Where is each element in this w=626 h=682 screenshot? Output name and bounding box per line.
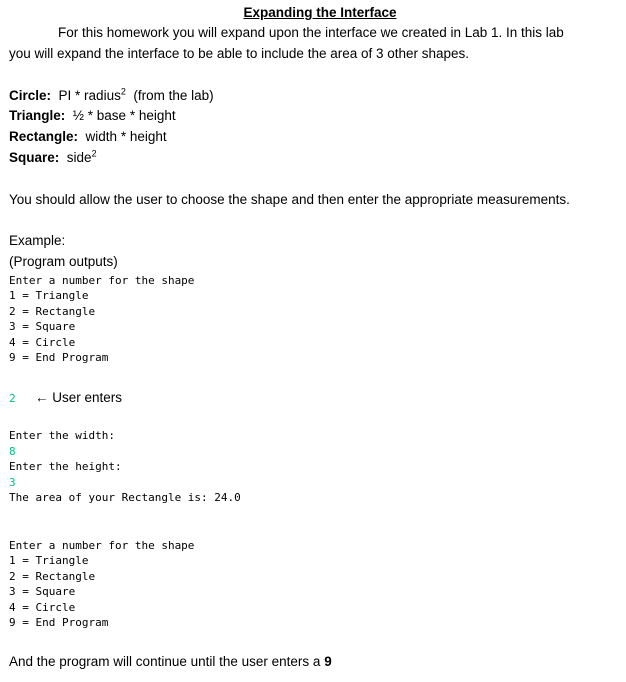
menu-line: Enter a number for the shape: [9, 539, 195, 552]
menu-line: 3 = Square: [9, 585, 76, 598]
program-outputs-label: (Program outputs): [9, 254, 118, 269]
prompt-height: Enter the height:: [9, 460, 122, 473]
prompt-width: Enter the width:: [9, 429, 115, 442]
menu-line: 2 = Rectangle: [9, 570, 96, 583]
menu-line: Enter a number for the shape: [9, 274, 195, 287]
formula-exponent: 2: [91, 148, 97, 159]
menu-line: 3 = Square: [9, 320, 76, 333]
formula-expression: side: [66, 150, 92, 165]
formula-note: (from the lab): [133, 88, 214, 103]
formula-name: Triangle: [9, 108, 61, 123]
formula-exponent: 2: [120, 86, 126, 97]
user-enters-annotation: [35, 390, 122, 406]
formula-circle: Circle: PI * radius$^2$ (from the lab): [9, 86, 214, 103]
formula-name: Rectangle: [9, 129, 74, 144]
formula-triangle: Triangle: ½ * base * height: [9, 108, 176, 123]
user-choice-value: 2: [9, 392, 16, 405]
closing-sentence: And the program will continue until the user enters a: [9, 654, 321, 669]
formula-name: Square: [9, 150, 55, 165]
menu-line: 4 = Circle: [9, 336, 76, 349]
menu-line: 1 = Triangle: [9, 554, 89, 567]
closing-value: 9: [324, 654, 332, 669]
intro-text-line2: you will expand the interface to be able to include the area of 3 other shapes.: [9, 46, 470, 61]
arrow-left-icon: ←: [35, 390, 49, 405]
menu-line: 4 = Circle: [9, 601, 76, 614]
formula-square: Square: side$^2$: [9, 148, 97, 165]
menu-line: 2 = Rectangle: [9, 305, 96, 318]
formula-expression: ½ * base * height: [72, 108, 176, 123]
menu-line: 9 = End Program: [9, 616, 109, 629]
example-label: Example:: [9, 233, 66, 248]
formula-rectangle: Rectangle: width * height: [9, 129, 167, 144]
intro-text-line1: For this homework you will expand upon the interface we created in Lab 1. In this lab: [58, 25, 564, 40]
closing-text: [9, 654, 332, 670]
user-enters-label: User enters: [52, 390, 123, 405]
result-line: The area of your Rectangle is: 24.0: [9, 491, 241, 504]
instruction-text: You should allow the user to choose the shape and then enter the appropriate measurements.: [9, 192, 570, 207]
menu-line: 1 = Triangle: [9, 289, 89, 302]
formula-name: Circle: [9, 88, 47, 103]
formula-expression: PI * radius: [58, 88, 121, 103]
menu-line: 9 = End Program: [9, 351, 109, 364]
width-value: 8: [9, 445, 16, 458]
page-title: Expanding the Interface: [243, 5, 397, 20]
height-value: 3: [9, 476, 16, 489]
formula-expression: width * height: [85, 129, 167, 144]
